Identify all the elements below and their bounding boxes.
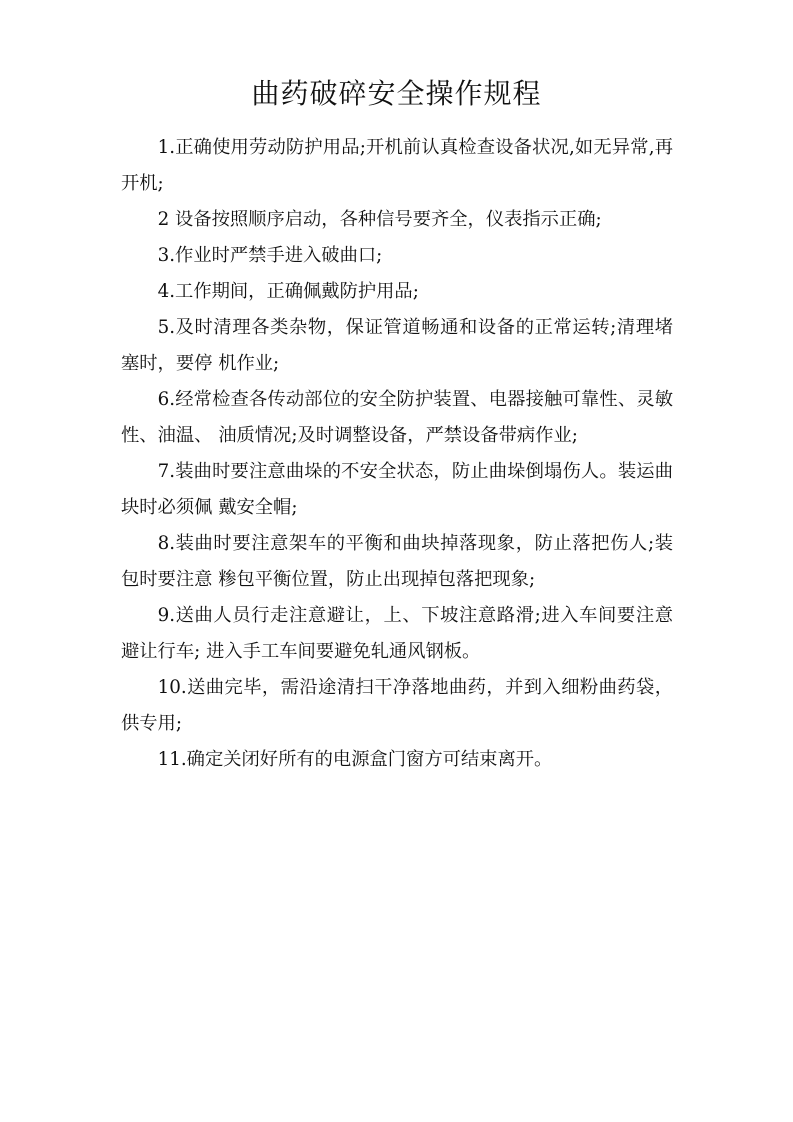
rule-paragraph: 5.及时清理各类杂物，保证管道畅通和设备的正常运转;清理堵塞时，要停 机作业;	[121, 317, 673, 374]
rule-paragraph: 4.工作期间，正确佩戴防护用品;	[157, 281, 419, 302]
rule-paragraph: 8.装曲时要注意架车的平衡和曲块掉落现象，防止落把伤人;装包时要注意 糁包平衡位置，防止出现掉包落把现象;	[121, 533, 673, 590]
rule-paragraph: 1.正确使用劳动防护用品;开机前认真检查设备状况,如无异常,再开机;	[121, 137, 673, 194]
rule-paragraph: 10.送曲完毕，需沿途清扫干净落地曲药，并到入细粉曲药袋，供专用;	[121, 677, 673, 734]
rule-paragraph: 11.确定关闭好所有的电源盒门窗方可结束离开。	[157, 749, 553, 770]
rule-paragraph: 9.送曲人员行走注意避让，上、下坡注意路滑;进入车间要注意避让行车; 进入手工车间要避免轧通风钢板。	[121, 605, 673, 662]
document-title: 曲药破碎安全操作规程	[251, 77, 542, 110]
rule-paragraph: 2 设备按照顺序启动，各种信号要齐全，仪表指示正确;	[157, 209, 602, 230]
document-body	[121, 130, 673, 778]
rule-paragraph: 7.装曲时要注意曲垛的不安全状态，防止曲垛倒塌伤人。装运曲块时必须佩 戴安全帽;	[121, 461, 673, 518]
rule-paragraph: 6.经常检查各传动部位的安全防护装置、电器接触可靠性、灵敏性、油温、 油质情况;及时调整设备，严禁设备带病作业;	[121, 389, 673, 446]
rule-paragraph: 3.作业时严禁手进入破曲口;	[157, 245, 383, 266]
